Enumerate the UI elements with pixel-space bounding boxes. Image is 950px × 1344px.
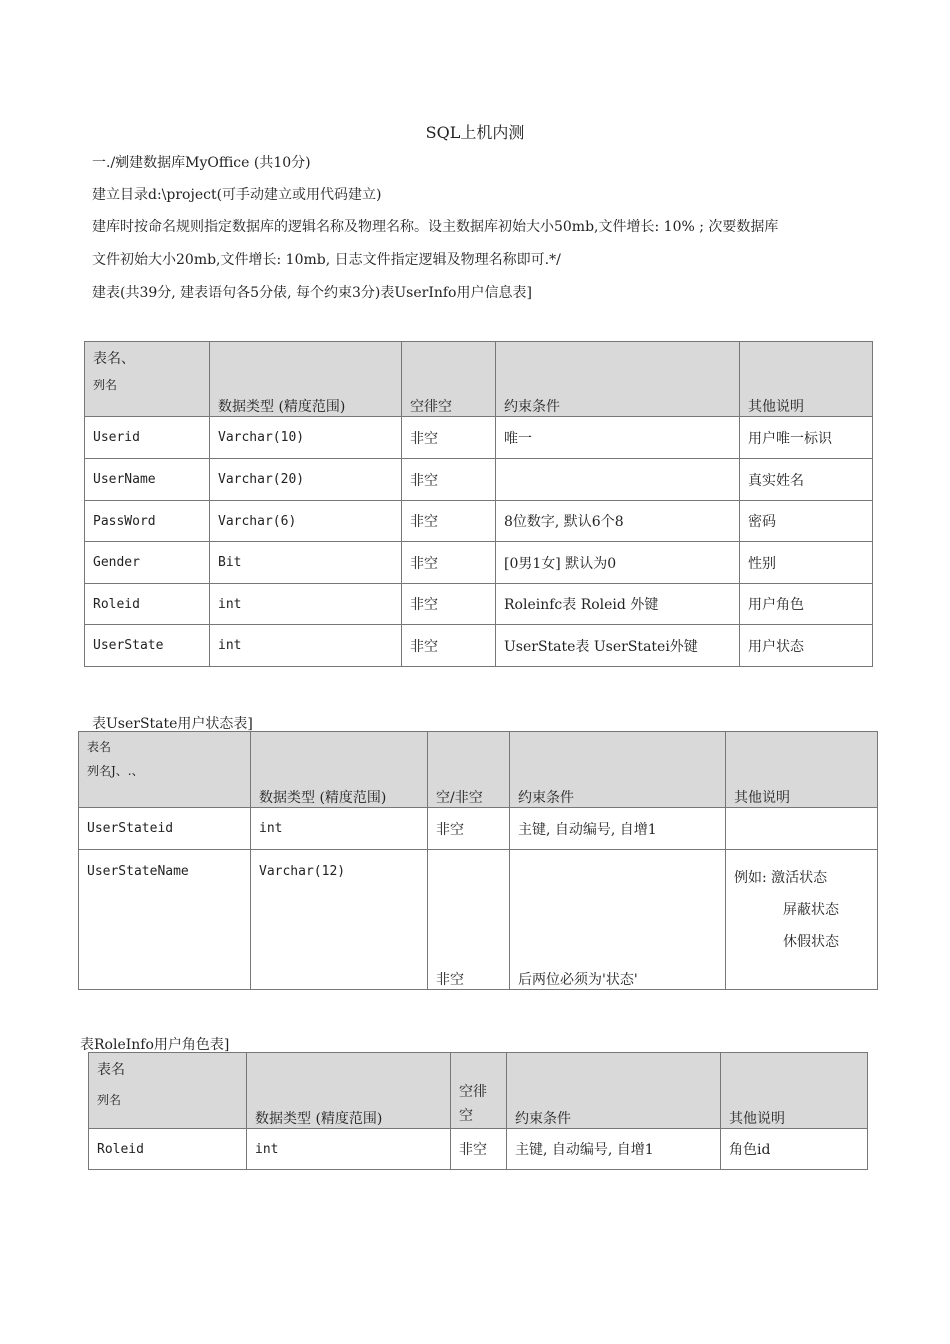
cell-nullable: 非空 — [402, 417, 496, 459]
cell-type: int — [251, 808, 428, 850]
table-header-row — [89, 1053, 868, 1129]
cell-nullable: 非空 — [428, 850, 510, 990]
header-constraint: 约束条件 — [496, 342, 740, 417]
cell-nullable: 非空 — [428, 808, 510, 850]
header-column-name-label: 列名J、.、 — [87, 764, 144, 778]
cell-constraint — [496, 459, 740, 501]
cell-nullable: 非空 — [451, 1129, 507, 1170]
header-table-name-label: 表名、 — [93, 351, 135, 367]
header-column-name-label: 列名 — [93, 378, 118, 392]
cell-type: Varchar(10) — [210, 417, 402, 459]
cell-column: UserStateName — [79, 850, 251, 990]
cell-note: 密码 — [740, 501, 873, 542]
note-line: 例如: 激活状态 — [734, 870, 828, 886]
cell-constraint: UserState表 UserStatei外键 — [496, 625, 740, 667]
table-row — [79, 850, 878, 990]
header-constraint: 约束条件 — [510, 732, 726, 808]
cell-note: 用户状态 — [740, 625, 873, 667]
cell-note — [726, 850, 878, 990]
roleinfo-table-caption: 表RoleInfo用户角色表] — [80, 1037, 230, 1053]
header-datatype: 数据类型 (精度范围) — [251, 732, 428, 808]
header-constraint: 约束条件 — [507, 1053, 721, 1129]
cell-nullable: 非空 — [402, 459, 496, 501]
paragraph-create-table: 建表(共39分, 建表语句各5分俵, 每个约束3分)表UserInfo用户信息表] — [92, 285, 532, 301]
cell-nullable: 非空 — [402, 501, 496, 542]
table-row — [85, 417, 873, 459]
table-row — [79, 808, 878, 850]
cell-nullable: 非空 — [402, 625, 496, 667]
cell-note: 用户角色 — [740, 584, 873, 625]
cell-note: 性别 — [740, 542, 873, 584]
header-datatype: 数据类型 (精度范围) — [210, 342, 402, 417]
header-column-name-label: 列名 — [97, 1093, 122, 1107]
cell-nullable: 非空 — [402, 584, 496, 625]
header-nullable: 空徘空 — [402, 342, 496, 417]
table-header-row — [79, 732, 878, 808]
cell-type: Varchar(12) — [251, 850, 428, 990]
cell-column: PassWord — [85, 501, 210, 542]
header-table-column-name — [89, 1053, 247, 1129]
paragraph-db-spec-1: 建库时按命名规则指定数据库的逻辑名称及物理名称。设主数据库初始大小50mb,文件增长: 10% ; 次要数据库 — [92, 219, 779, 235]
userstate-table-caption: 表UserState用户状态表] — [92, 716, 253, 732]
header-nullable-line1: 空徘 — [459, 1084, 487, 1100]
cell-column: UserState — [85, 625, 210, 667]
paragraph-db-spec-2: 文件初始大小20mb,文件增长: 10mb, 日志文件指定逻辑及物理名称即可.*/ — [92, 252, 561, 268]
header-nullable: 空/非空 — [428, 732, 510, 808]
cell-constraint: 主键, 自动编号, 自增1 — [510, 808, 726, 850]
cell-constraint: 唯一 — [496, 417, 740, 459]
cell-type: int — [210, 584, 402, 625]
table-row — [85, 625, 873, 667]
document-title: SQL上机内测 — [425, 123, 525, 142]
note-line: 屏蔽状态 — [783, 902, 839, 918]
paragraph-create-db: 一./剜建数据库MyOffice (共10分) — [92, 155, 311, 171]
cell-note: 用户唯一标识 — [740, 417, 873, 459]
header-nullable — [451, 1053, 507, 1129]
cell-type: int — [210, 625, 402, 667]
cell-note: 真实姓名 — [740, 459, 873, 501]
table-row — [85, 542, 873, 584]
cell-column: Roleid — [85, 584, 210, 625]
cell-note — [726, 808, 878, 850]
table-row — [85, 501, 873, 542]
cell-column: Gender — [85, 542, 210, 584]
table-row — [85, 584, 873, 625]
note-line: 休假状态 — [783, 934, 839, 950]
userstate-table — [78, 731, 878, 990]
cell-column: UserStateid — [79, 808, 251, 850]
header-table-column-name — [85, 342, 210, 417]
cell-column: UserName — [85, 459, 210, 501]
cell-type: int — [247, 1129, 451, 1170]
cell-constraint: 后两位必须为'状态' — [510, 850, 726, 990]
cell-column: Roleid — [89, 1129, 247, 1170]
header-table-column-name — [79, 732, 251, 808]
roleinfo-table — [88, 1052, 868, 1170]
header-note: 其他说明 — [726, 732, 878, 808]
table-row — [85, 459, 873, 501]
cell-column: Userid — [85, 417, 210, 459]
cell-type: Varchar(20) — [210, 459, 402, 501]
header-note: 其他说明 — [721, 1053, 868, 1129]
table-row — [89, 1129, 868, 1170]
cell-constraint: 主键, 自动编号, 自增1 — [507, 1129, 721, 1170]
header-datatype: 数据类型 (精度范围) — [247, 1053, 451, 1129]
table-header-row — [85, 342, 873, 417]
cell-constraint: [0男1女] 默认为0 — [496, 542, 740, 584]
cell-type: Bit — [210, 542, 402, 584]
cell-note: 角色id — [721, 1129, 868, 1170]
header-table-name-label: 表名 — [97, 1062, 125, 1078]
header-table-name-label: 表名 — [87, 740, 112, 754]
cell-type: Varchar(6) — [210, 501, 402, 542]
header-nullable-line2: 空 — [459, 1108, 473, 1124]
cell-constraint: Roleinfc表 Roleid 外键 — [496, 584, 740, 625]
paragraph-directory: 建立目录d:\project(可手动建立或用代码建立) — [92, 187, 382, 203]
header-note: 其他说明 — [740, 342, 873, 417]
userinfo-table — [84, 341, 873, 667]
cell-nullable: 非空 — [402, 542, 496, 584]
cell-constraint: 8位数字, 默认6个8 — [496, 501, 740, 542]
